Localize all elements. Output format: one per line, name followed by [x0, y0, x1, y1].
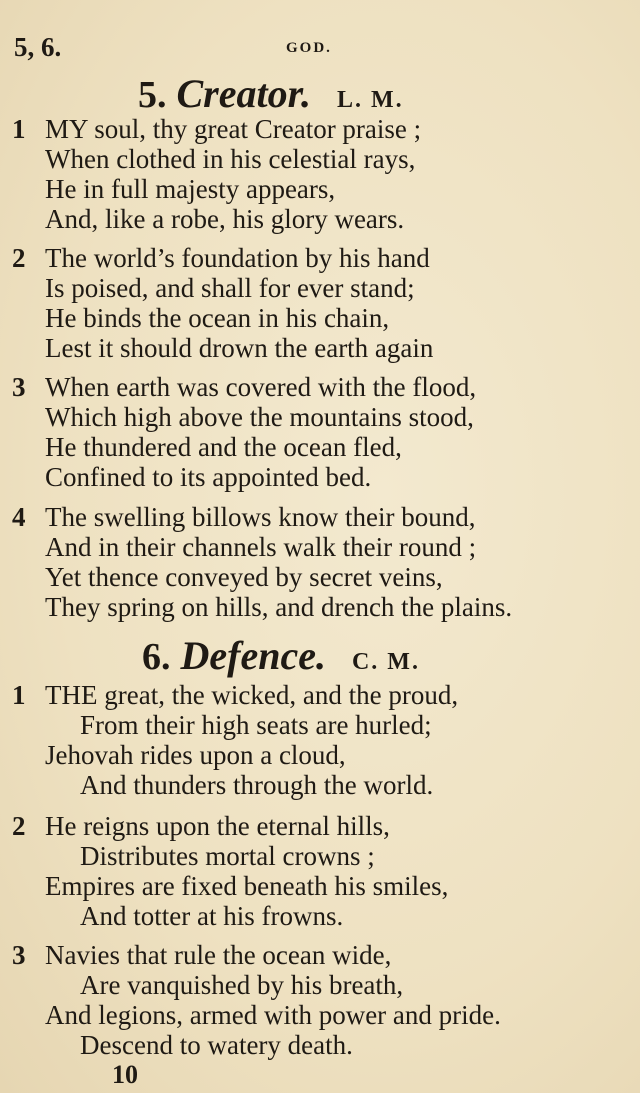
verse-line: Confined to its appointed bed. — [45, 462, 372, 492]
verse-line: And in their channels walk their round ; — [45, 532, 477, 562]
hymn-number: 6. — [142, 636, 171, 678]
verse-line: When clothed in his celestial rays, — [45, 144, 416, 174]
verse-line: He binds the ocean in his chain, — [45, 303, 390, 333]
hymn-range: 5, 6. — [14, 32, 62, 62]
verse-line: And legions, armed with power and pride. — [45, 1000, 501, 1030]
stanza-number: 3 — [12, 372, 26, 402]
verse-line: Empires are fixed beneath his smiles, — [45, 871, 449, 901]
hymn-meter: L. M. — [336, 87, 404, 113]
stanza-number: 2 — [12, 243, 26, 273]
verse-line: Navies that rule the ocean wide, — [45, 940, 392, 970]
verse-line: Jehovah rides upon a cloud, — [45, 740, 346, 770]
stanza-number: 2 — [12, 811, 26, 841]
stanza-number: 3 — [12, 940, 26, 970]
verse-line: And thunders through the world. — [80, 770, 434, 800]
verse-line: Lest it should drown the earth again — [45, 333, 434, 363]
verse-line: They spring on hills, and drench the plains. — [45, 592, 513, 622]
verse-line: Are vanquished by his breath, — [80, 970, 404, 1000]
verse-line: And, like a robe, his glory wears. — [45, 204, 405, 234]
hymn-6-title — [142, 632, 420, 679]
hymn-number: 5. — [138, 74, 167, 116]
verse-line: And totter at his frowns. — [80, 901, 344, 931]
verse-line: MY soul, thy great Creator praise ; — [45, 114, 422, 144]
hymn-meter: C. M. — [351, 649, 420, 675]
verse-line: He reigns upon the eternal hills, — [45, 811, 390, 841]
verse-line: Yet thence conveyed by secret veins, — [45, 562, 443, 592]
hymn-name: Defence. — [180, 633, 326, 678]
verse-line: He thundered and the ocean fled, — [45, 432, 402, 462]
verse-line: THE great, the wicked, and the proud, — [45, 680, 459, 710]
verse-line: He in full majesty appears, — [45, 174, 336, 204]
stanza-number: 4 — [12, 502, 26, 532]
section-title: GOD. — [286, 40, 332, 56]
verse-line: Distributes mortal crowns ; — [80, 841, 375, 871]
verse-line: When earth was covered with the flood, — [45, 372, 477, 402]
hymn-name: Creator. — [176, 71, 311, 116]
verse-line: From their high seats are hurled; — [80, 710, 432, 740]
verse-line: The swelling billows know their bound, — [45, 502, 476, 532]
stanza-number: 1 — [12, 114, 26, 144]
running-head — [14, 32, 626, 62]
verse-line: The world’s foundation by his hand — [45, 243, 430, 273]
page-number: 10 — [112, 1060, 138, 1089]
verse-line: Is poised, and shall for ever stand; — [45, 273, 415, 303]
verse-line: Descend to watery death. — [80, 1030, 353, 1060]
verse-line: Which high above the mountains stood, — [45, 402, 474, 432]
stanza-number: 1 — [12, 680, 26, 710]
hymn-5-title — [138, 70, 404, 117]
